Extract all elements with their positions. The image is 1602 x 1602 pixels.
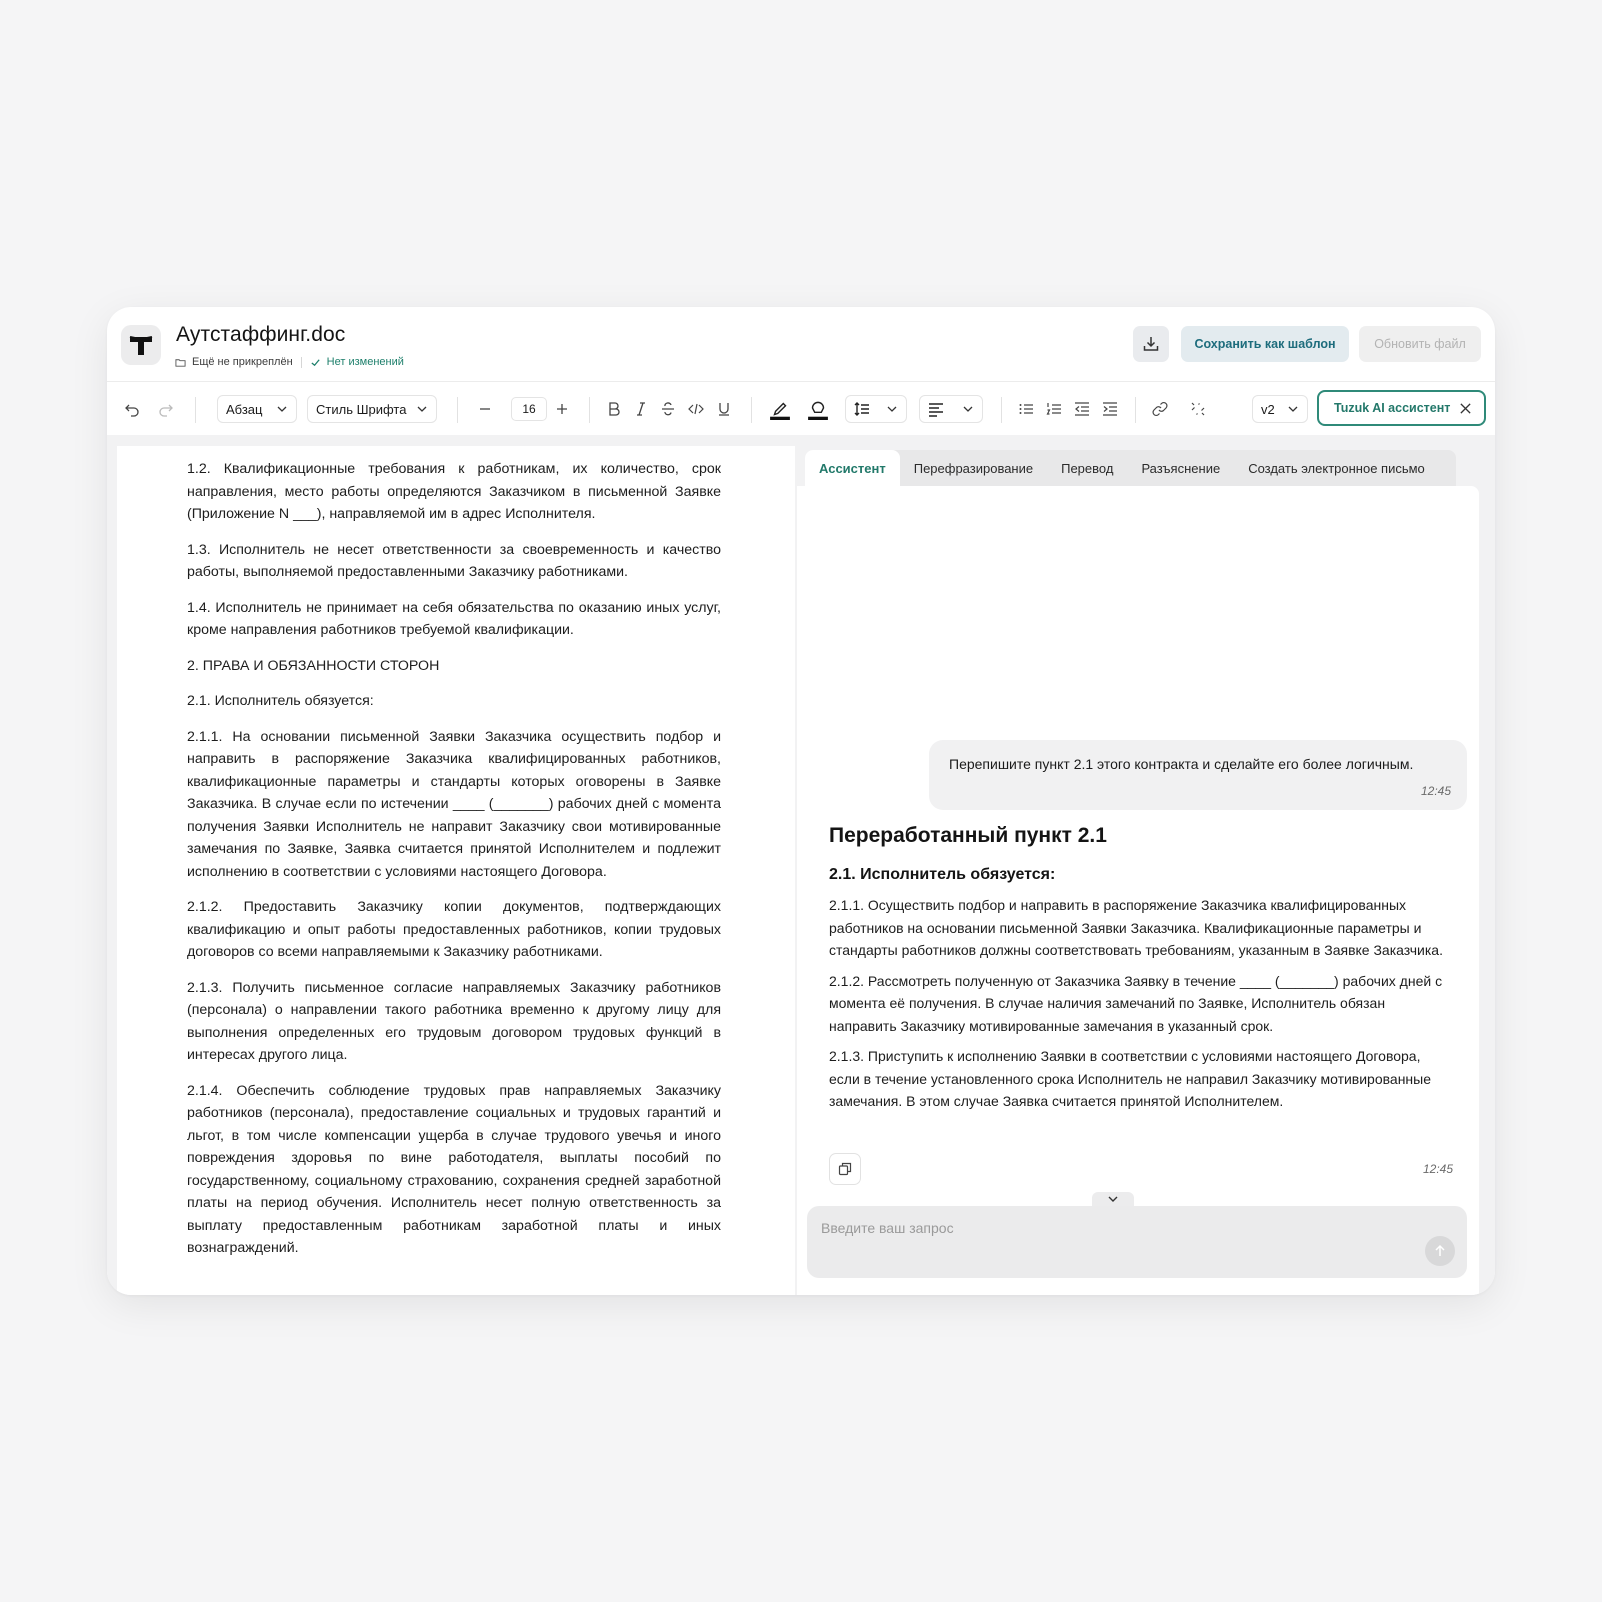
strikethrough-icon xyxy=(660,401,676,417)
chevron-down-icon xyxy=(886,403,898,415)
tab-explain[interactable]: Разъяснение xyxy=(1141,460,1221,476)
align-left-icon xyxy=(928,401,944,417)
plus-icon xyxy=(554,401,570,417)
font-size-decrease-button[interactable] xyxy=(474,382,496,436)
arrow-up-icon xyxy=(1433,1244,1447,1258)
tuzuk-logo-icon xyxy=(127,331,155,359)
answer-time: 12:45 xyxy=(1422,1162,1453,1176)
toolbar-divider xyxy=(589,397,590,423)
highlighter-icon xyxy=(807,398,829,420)
chevron-down-icon xyxy=(962,403,974,415)
answer-paragraph: 2.1.2. Рассмотреть полученную от Заказчика Заявку в течение ____ (_______) рабочих дней с момента её получения. В случае наличия замечаний по Заявке, Исполнитель обязан направить Заказчику мотивированные замечания в указанный срок. xyxy=(829,972,1443,1034)
tab-translate[interactable]: Перевод xyxy=(1061,460,1114,476)
bullet-list-button[interactable] xyxy=(1015,382,1037,436)
font-size-increase-button[interactable] xyxy=(551,382,573,436)
numbered-list-button[interactable] xyxy=(1043,382,1065,436)
indent-button[interactable] xyxy=(1099,382,1121,436)
link-icon xyxy=(1152,401,1168,417)
bold-button[interactable] xyxy=(603,382,625,436)
formatting-toolbar xyxy=(107,381,1495,435)
tab-paraphrase[interactable]: Перефразирование xyxy=(913,460,1034,476)
paragraph-select-value: Абзац xyxy=(226,401,263,417)
pen-color-icon xyxy=(769,398,791,420)
tab-assistant[interactable]: Ассистент xyxy=(805,450,900,486)
chevron-down-icon xyxy=(416,403,428,415)
undo-icon xyxy=(124,401,140,417)
text-align-select[interactable] xyxy=(919,395,983,423)
document-meta xyxy=(175,356,404,368)
prompt-input-placeholder: Введите ваш запрос xyxy=(821,1220,954,1236)
version-select-value: v2 xyxy=(1261,401,1275,417)
doc-paragraph[interactable]: 1.4. Исполнитель не принимает на себя обязательства по оказанию иных услуг, кроме направления работников требуемой квалификации. xyxy=(187,599,721,638)
font-size-input[interactable]: 16 xyxy=(511,397,547,421)
user-message-text: Перепишите пункт 2.1 этого контракта и сделайте его более логичным. xyxy=(949,756,1414,772)
ai-assistant-panel xyxy=(805,446,1495,1295)
tab-create-email[interactable]: Создать электронное письмо xyxy=(1248,460,1425,476)
toolbar-divider xyxy=(751,397,752,423)
strikethrough-button[interactable] xyxy=(657,382,679,436)
ai-assistant-toggle[interactable] xyxy=(1317,390,1486,426)
version-select[interactable] xyxy=(1252,395,1308,423)
line-height-select[interactable] xyxy=(845,395,907,423)
answer-subtitle: 2.1. Исполнитель обязуется: xyxy=(829,866,1056,883)
change-status: Нет изменений xyxy=(326,356,404,368)
doc-paragraph[interactable]: 2.1.3. Получить письменное согласие направляемых Заказчику работников (персонала) о направлении такого работника временно к другому лицу для выполнения определенных его трудовым договором трудовых функций в интересах другого лица. xyxy=(187,979,721,1063)
chevron-down-icon xyxy=(1287,403,1299,415)
italic-icon xyxy=(633,401,649,417)
paragraph-select[interactable] xyxy=(217,395,297,423)
insert-link-button[interactable] xyxy=(1149,382,1171,436)
meta-divider xyxy=(301,357,302,368)
attach-status: Ещё не прикреплён xyxy=(192,356,293,368)
doc-paragraph[interactable]: 2.1.4. Обеспечить соблюдение трудовых прав направляемых Заказчику работников (персонала), предоставление социальных и трудовых гарантий и льгот, в том числе компенсации ущерба в случае трудового увечья и иного повреждения здоровья по вине работодателя, выплаты пособий по государственному, социальному страхованию, сохранения средней заработной платы на период обучения. Исполнитель несет полную ответственность за выплату предоставленным работникам заработной платы и иных вознаграждений. xyxy=(187,1082,721,1256)
remove-link-button[interactable] xyxy=(1187,382,1209,436)
bold-icon xyxy=(606,401,622,417)
copy-answer-button[interactable] xyxy=(829,1153,861,1185)
code-button[interactable] xyxy=(685,382,707,436)
chat-area xyxy=(797,486,1479,1295)
chevron-down-icon xyxy=(276,403,288,415)
underline-button[interactable] xyxy=(713,382,735,436)
app-logo[interactable] xyxy=(121,325,161,365)
answer-paragraph: 2.1.3. Приступить к исполнению Заявки в соответствии с условиями настоящего Договора, если в течение установленного срока Исполнитель не направил Заказчику мотивированные замечания. В этом случае Заявка считается принятой Исполнителем. xyxy=(829,1048,1432,1109)
document-body[interactable] xyxy=(187,458,721,1273)
editor-window xyxy=(107,307,1495,1295)
undo-button[interactable] xyxy=(121,382,143,436)
redo-button[interactable] xyxy=(155,382,177,436)
unlink-icon xyxy=(1190,401,1206,417)
download-button[interactable] xyxy=(1133,326,1169,362)
close-icon[interactable] xyxy=(1459,402,1472,415)
folder-icon xyxy=(175,357,186,368)
font-style-select[interactable] xyxy=(307,395,437,423)
answer-title: Переработанный пункт 2.1 xyxy=(829,824,1107,847)
ai-assistant-label: Tuzuk AI ассистент xyxy=(1334,401,1451,415)
minus-icon xyxy=(477,401,493,417)
doc-paragraph[interactable]: 2.1.1. На основании письменной Заявки Заказчика осуществить подбор и направить в распоряжение Заказчика квалифицированных работников, квалификационные параметры и стандарты которых оговорены в Заявке Заказчика. В случае если по истечении ____ (_______) рабочих дней с момента получения Заявки Исполнитель не направит Заказчику свои мотивированные замечания по Заявке, Заявка считается принятой Исполнителем и подлежит исполнению в соответствии с условиями настоящего Договора. xyxy=(187,728,721,880)
chevron-down-icon xyxy=(1107,1193,1119,1205)
doc-paragraph[interactable]: 1.2. Квалификационные требования к работникам, их количество, срок направления, место работы определяются Заказчиком в письменной Заявке (Приложение N ___), направляемой им в адрес Исполнителя. xyxy=(187,461,721,522)
user-message-time: 12:45 xyxy=(1420,784,1451,798)
send-button[interactable] xyxy=(1425,1236,1455,1266)
workspace xyxy=(107,435,1495,1295)
answer-paragraph: 2.1.1. Осуществить подбор и направить в распоряжение Заказчика квалифицированных работников на основании письменной Заявки Заказчика. Квалификационные параметры и стандарты работников должны соответствовать требованиям, указанным в Заявке Заказчика. xyxy=(829,897,1443,958)
doc-paragraph[interactable]: 2.1.2. Предоставить Заказчику копии документов, подтверждающих квалификацию и опыт работы предоставленных работников, копии трудовых договоров со всеми направляемыми к Заказчику работниками. xyxy=(187,899,721,960)
line-height-icon xyxy=(854,401,870,417)
italic-button[interactable] xyxy=(630,382,652,436)
assistant-tabs xyxy=(805,450,1456,486)
update-file-button[interactable]: Обновить файл xyxy=(1359,326,1481,362)
underline-icon xyxy=(716,401,732,417)
toolbar-divider xyxy=(195,397,196,423)
toolbar-divider xyxy=(1135,397,1136,423)
doc-paragraph[interactable]: 2.1. Исполнитель обязуется: xyxy=(187,693,374,709)
bullet-list-icon xyxy=(1018,401,1034,417)
toolbar-divider xyxy=(1001,397,1002,423)
document-title: Аутстаффинг.doc xyxy=(176,323,346,346)
outdent-icon xyxy=(1074,401,1090,417)
code-icon xyxy=(688,401,704,417)
check-icon xyxy=(310,357,321,368)
download-icon xyxy=(1142,335,1160,353)
highlight-color-button[interactable] xyxy=(805,382,831,436)
numbered-list-icon xyxy=(1046,401,1062,417)
save-as-template-button[interactable]: Сохранить как шаблон xyxy=(1181,326,1349,362)
toolbar-divider xyxy=(457,397,458,423)
text-color-button[interactable] xyxy=(767,382,793,436)
doc-paragraph[interactable]: 1.3. Исполнитель не несет ответственности за своевременность и качество работы, выполняемой предоставленными Заказчику работниками. xyxy=(187,541,721,580)
assistant-answer xyxy=(829,824,1449,1121)
doc-paragraph[interactable]: 2. ПРАВА И ОБЯЗАННОСТИ СТОРОН xyxy=(187,657,440,674)
scroll-down-button[interactable] xyxy=(1092,1192,1134,1206)
redo-icon xyxy=(158,401,174,417)
user-message xyxy=(929,740,1467,810)
prompt-input[interactable] xyxy=(807,1206,1467,1278)
copy-icon xyxy=(838,1162,852,1176)
indent-icon xyxy=(1102,401,1118,417)
document-editor[interactable] xyxy=(117,446,795,1295)
header xyxy=(107,307,1495,381)
font-style-select-value: Стиль Шрифта xyxy=(316,401,407,417)
outdent-button[interactable] xyxy=(1071,382,1093,436)
